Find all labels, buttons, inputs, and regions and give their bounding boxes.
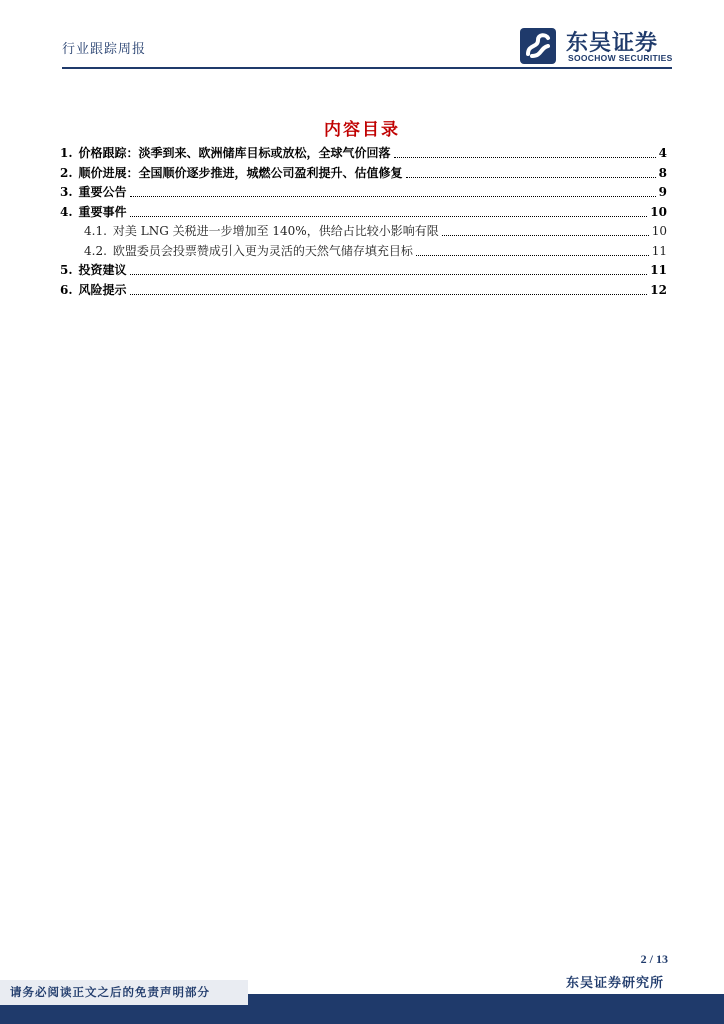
toc-entry-text: 投资建议	[78, 263, 127, 277]
toc-entry-number: 4.2.	[84, 243, 107, 258]
disclaimer-notice	[0, 980, 248, 1005]
toc-entry[interactable]	[60, 203, 667, 223]
report-type-label: 行业跟踪周报	[62, 42, 147, 57]
toc-entry-number: 2.	[60, 165, 73, 180]
toc-entry-page: 8	[658, 165, 667, 180]
toc-entry-page: 10	[651, 224, 667, 238]
toc-entry-text: 价格跟踪：淡季到来、欧洲储库目标或放松，全球气价回落	[78, 146, 391, 160]
toc-title: 内容目录	[324, 120, 400, 140]
toc-entry-page: 12	[650, 282, 667, 297]
toc-entry-number: 6.	[60, 282, 73, 297]
toc-entry-number: 4.	[60, 204, 73, 219]
toc-entry-number: 1.	[60, 146, 73, 160]
toc-entry-number: 3.	[60, 185, 73, 199]
toc-entry-page: 4	[658, 146, 667, 160]
toc-entry-text: 风险提示	[78, 282, 127, 297]
toc-entry-page: 9	[658, 185, 667, 199]
toc-entry-text: 重要公告	[78, 185, 127, 199]
logo-english-name: SOOCHOW SECURITIES	[568, 53, 673, 63]
toc-leader-dots	[416, 255, 649, 256]
toc-leader-dots	[130, 196, 656, 197]
toc-leader-dots	[406, 177, 656, 178]
toc-entry[interactable]	[60, 164, 667, 184]
toc-entry-text: 欧盟委员会投票赞成引入更为灵活的天然气储存填充目标	[112, 243, 413, 258]
soochow-logo-icon	[518, 26, 562, 66]
toc-entry-page: 10	[650, 204, 667, 219]
toc-entry-page: 11	[650, 263, 667, 277]
header-divider	[62, 67, 672, 69]
company-logo	[518, 26, 678, 66]
page-indicator: 2 / 13	[640, 952, 668, 966]
institute-name: 东吴证券研究所	[565, 976, 664, 991]
toc-entry[interactable]	[60, 222, 667, 242]
toc-entry-number: 5.	[60, 263, 73, 277]
toc-leader-dots	[442, 235, 649, 236]
toc-entry-text: 对美 LNG 关税进一步增加至 140%，供给占比较小影响有限	[112, 224, 439, 238]
toc-entry[interactable]	[60, 261, 667, 281]
toc-entry-number: 4.1.	[84, 224, 107, 238]
toc-entry-text: 重要事件	[78, 204, 127, 219]
toc-entry-text: 顺价进展：全国顺价逐步推进，城燃公司盈利提升、估值修复	[78, 165, 403, 180]
table-of-contents	[60, 144, 667, 300]
toc-leader-dots	[130, 294, 648, 295]
logo-chinese-name: 东吴证券	[566, 31, 659, 56]
toc-entry-page: 11	[651, 243, 667, 258]
disclaimer-text: 请务必阅读正文之后的免责声明部分	[10, 985, 210, 999]
toc-entry[interactable]	[60, 281, 667, 301]
toc-leader-dots	[130, 274, 648, 275]
toc-leader-dots	[130, 216, 648, 217]
toc-leader-dots	[394, 157, 656, 158]
toc-entry[interactable]	[60, 144, 667, 164]
toc-entry[interactable]	[60, 242, 667, 262]
toc-entry[interactable]	[60, 183, 667, 203]
